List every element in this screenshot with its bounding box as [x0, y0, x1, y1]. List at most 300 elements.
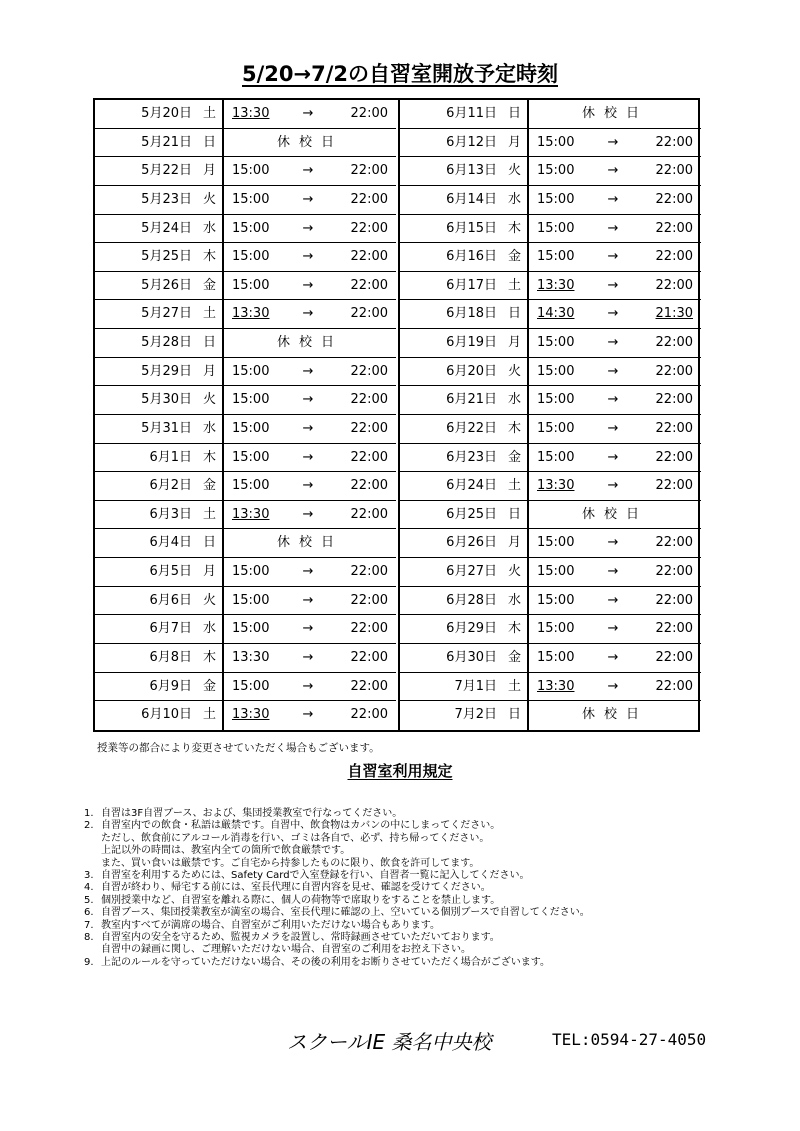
date-cell [95, 615, 224, 643]
arrow-text: → [607, 191, 619, 207]
weekday-text: 水 [507, 392, 521, 408]
arrow-text: → [607, 449, 619, 465]
weekday-text: 月 [507, 535, 521, 551]
date-cell [95, 444, 224, 472]
start-time: 13:30 [232, 306, 270, 322]
weekday-text: 金 [507, 249, 521, 265]
holiday-text: 休校日 [276, 535, 343, 551]
weekday-text: 水 [202, 220, 216, 236]
end-time: 22:00 [655, 420, 693, 436]
rule-number: 1. [84, 808, 94, 819]
end-time: 22:00 [655, 335, 693, 350]
date-cell [400, 329, 529, 357]
table-row [400, 300, 701, 329]
arrow-text: → [302, 506, 314, 522]
table-row [400, 472, 701, 501]
rule-item [84, 858, 590, 870]
rule-text: 上記のルールを守っていただけない場合、その後の利用をお断りさせていただく場合がございます。 [101, 956, 550, 968]
table-row [400, 272, 701, 301]
end-time: 22:00 [655, 191, 693, 207]
weekday-text: 木 [202, 649, 216, 665]
date-text: 5月25日 [141, 249, 192, 265]
start-time: 15:00 [537, 392, 575, 408]
weekday-text: 金 [202, 478, 216, 494]
weekday-text: 木 [202, 249, 216, 265]
arrow-text: → [302, 707, 314, 723]
date-text: 6月4日 [149, 535, 192, 551]
time-cell [224, 329, 396, 357]
end-time: 22:00 [655, 449, 693, 465]
date-text: 6月19日 [446, 335, 497, 350]
date-cell [400, 129, 529, 157]
start-time: 15:00 [537, 564, 575, 579]
table-row [95, 673, 396, 702]
date-cell [95, 501, 224, 529]
date-text: 6月29日 [446, 621, 497, 637]
end-time: 22:00 [350, 306, 388, 322]
weekday-text: 月 [507, 134, 521, 150]
arrow-text: → [607, 306, 619, 322]
start-time: 15:00 [537, 163, 575, 179]
date-text: 5月28日 [141, 335, 192, 350]
rule-item [84, 845, 590, 857]
start-time: 15:00 [232, 392, 270, 408]
weekday-text: 木 [507, 420, 521, 436]
time-cell [529, 644, 701, 672]
rule-item [84, 944, 590, 956]
weekday-text: 土 [202, 707, 216, 723]
end-time: 22:00 [655, 678, 693, 694]
table-row [400, 215, 701, 244]
table-row [95, 529, 396, 558]
start-time: 15:00 [232, 449, 270, 465]
date-text: 7月2日 [454, 707, 497, 723]
date-cell [400, 300, 529, 328]
date-cell [95, 272, 224, 300]
arrow-text: → [302, 564, 314, 579]
rule-text: 自習室内での飲食・私語は厳禁です。自習中、飲食物はカバンの中にしまってください。 [101, 820, 501, 832]
table-row [400, 386, 701, 415]
date-text: 6月21日 [446, 392, 497, 408]
time-cell [224, 129, 396, 157]
arrow-text: → [607, 592, 619, 608]
table-row [400, 501, 701, 530]
table-row [400, 157, 701, 186]
rule-text: ただし、飲食前にアルコール消毒を行い、ゴミは各自で、必ず、持ち帰ってください。 [101, 832, 490, 844]
rule-item [84, 920, 590, 932]
time-cell [529, 157, 701, 185]
weekday-text: 土 [507, 277, 521, 293]
start-time: 15:00 [232, 163, 270, 179]
rule-item [84, 808, 590, 820]
date-cell [400, 243, 529, 271]
holiday-text: 休校日 [581, 707, 648, 723]
date-text: 6月18日 [446, 306, 497, 322]
rule-text: また、買い食いは厳禁です。ご自宅から持参したものに限り、飲食を許可してます。 [101, 857, 480, 869]
start-time: 15:00 [537, 249, 575, 265]
arrow-text: → [607, 535, 619, 551]
start-time: 13:30 [537, 478, 575, 494]
date-text: 6月27日 [446, 564, 497, 579]
arrow-text: → [607, 649, 619, 665]
end-time: 22:00 [350, 249, 388, 265]
time-cell [224, 215, 396, 243]
weekday-text: 火 [507, 363, 521, 379]
date-text: 7月1日 [454, 678, 497, 694]
start-time: 13:30 [232, 707, 270, 723]
weekday-text: 金 [202, 678, 216, 694]
rule-text: 自習は3F自習ブース、および、集団授業教室で行なってください。 [101, 808, 403, 819]
date-cell [95, 100, 224, 128]
date-text: 5月21日 [141, 134, 192, 150]
date-text: 6月7日 [149, 621, 192, 637]
date-text: 6月2日 [149, 478, 192, 494]
table-row [95, 129, 396, 158]
table-row [400, 358, 701, 387]
date-text: 6月9日 [149, 678, 192, 694]
weekday-text: 日 [202, 535, 216, 551]
end-time: 22:00 [655, 649, 693, 665]
weekday-text: 土 [507, 678, 521, 694]
school-name: スクールIE 桑名中央校 [287, 1030, 492, 1054]
arrow-text: → [302, 363, 314, 379]
start-time: 15:00 [537, 535, 575, 551]
date-cell [400, 157, 529, 185]
date-cell [95, 157, 224, 185]
table-row [95, 157, 396, 186]
date-text: 6月24日 [446, 478, 497, 494]
date-cell [400, 272, 529, 300]
rule-item [84, 833, 590, 845]
date-cell [400, 701, 529, 730]
time-cell [224, 587, 396, 615]
table-row [400, 644, 701, 673]
start-time: 15:00 [232, 363, 270, 379]
date-cell [95, 215, 224, 243]
weekday-text: 月 [202, 564, 216, 579]
date-cell [95, 701, 224, 730]
date-cell [400, 358, 529, 386]
table-row [400, 673, 701, 702]
weekday-text: 火 [202, 191, 216, 207]
date-cell [95, 558, 224, 586]
date-text: 5月20日 [141, 106, 192, 121]
date-cell [95, 644, 224, 672]
table-row [400, 415, 701, 444]
date-text: 5月27日 [141, 306, 192, 322]
end-time: 22:00 [655, 564, 693, 579]
arrow-text: → [607, 420, 619, 436]
start-time: 13:30 [232, 506, 270, 522]
arrow-text: → [302, 621, 314, 637]
start-time: 15:00 [537, 134, 575, 150]
date-cell [400, 587, 529, 615]
start-time: 15:00 [537, 649, 575, 665]
start-time: 15:00 [537, 449, 575, 465]
rule-number: 8. [84, 932, 94, 944]
date-cell [400, 100, 529, 128]
start-time: 13:30 [232, 649, 270, 665]
date-text: 6月25日 [446, 506, 497, 522]
time-cell [224, 558, 396, 586]
arrow-text: → [302, 220, 314, 236]
end-time: 22:00 [350, 649, 388, 665]
weekday-text: 水 [507, 191, 521, 207]
schedule-note: 授業等の都合により変更させていただく場合もございます。 [97, 742, 380, 754]
date-text: 5月24日 [141, 220, 192, 236]
rule-number: 9. [84, 956, 94, 968]
table-row [95, 358, 396, 387]
start-time: 15:00 [537, 363, 575, 379]
table-row [400, 329, 701, 358]
time-cell [529, 386, 701, 414]
date-text: 6月8日 [149, 649, 192, 665]
time-cell [224, 529, 396, 557]
weekday-text: 月 [202, 163, 216, 179]
end-time: 22:00 [655, 163, 693, 179]
time-cell [529, 272, 701, 300]
end-time: 22:00 [655, 392, 693, 408]
end-time: 22:00 [350, 478, 388, 494]
table-row [400, 186, 701, 215]
start-time: 15:00 [537, 220, 575, 236]
date-text: 6月15日 [446, 220, 497, 236]
table-row [95, 472, 396, 501]
table-row [95, 701, 396, 730]
weekday-text: 金 [507, 449, 521, 465]
rule-item [84, 895, 590, 907]
arrow-text: → [607, 335, 619, 350]
time-cell [224, 415, 396, 443]
table-row [95, 644, 396, 673]
rule-text: 教室内すべてが満席の場合、自習室がご利用いただけない場合もあります。 [101, 919, 440, 931]
date-cell [400, 615, 529, 643]
time-cell [529, 673, 701, 701]
date-cell [400, 644, 529, 672]
rule-item [84, 882, 590, 894]
weekday-text: 木 [507, 621, 521, 637]
weekday-text: 土 [202, 106, 216, 121]
time-cell [529, 501, 701, 529]
weekday-text: 土 [202, 306, 216, 322]
start-time: 15:00 [232, 621, 270, 637]
date-text: 6月16日 [446, 249, 497, 265]
time-cell [224, 615, 396, 643]
start-time: 15:00 [537, 191, 575, 207]
weekday-text: 日 [507, 106, 521, 121]
date-cell [400, 529, 529, 557]
table-row [400, 558, 701, 587]
rule-text: 上記以外の時間は、教室内全ての箇所で飲食厳禁です。 [101, 845, 351, 857]
start-time: 15:00 [537, 335, 575, 350]
table-row [400, 100, 701, 129]
date-cell [95, 186, 224, 214]
date-text: 6月22日 [446, 420, 497, 436]
weekday-text: 土 [202, 506, 216, 522]
date-text: 6月1日 [149, 449, 192, 465]
end-time: 22:00 [655, 220, 693, 236]
rule-text: 自習中の録画に関し、ご理解いただけない場合、自習室のご利用をお控え下さい。 [101, 944, 471, 956]
date-text: 6月17日 [446, 277, 497, 293]
time-cell [529, 558, 701, 586]
date-text: 6月14日 [446, 191, 497, 207]
rule-item [84, 870, 590, 882]
date-cell [400, 558, 529, 586]
weekday-text: 火 [507, 564, 521, 579]
date-text: 5月29日 [141, 363, 192, 379]
weekday-text: 土 [507, 478, 521, 494]
arrow-text: → [607, 564, 619, 579]
time-cell [224, 272, 396, 300]
rule-text: 自習室を利用するためには、Safety Cardで入室登録を行い、自習者一覧に記入してください。 [101, 870, 530, 882]
start-time: 15:00 [232, 249, 270, 265]
table-row [95, 386, 396, 415]
end-time: 22:00 [655, 134, 693, 150]
weekday-text: 火 [507, 163, 521, 179]
table-row [95, 100, 396, 129]
time-cell [224, 157, 396, 185]
end-time: 22:00 [350, 392, 388, 408]
arrow-text: → [607, 134, 619, 150]
arrow-text: → [607, 678, 619, 694]
rule-item [84, 907, 590, 919]
arrow-text: → [607, 249, 619, 265]
rule-number: 4. [84, 882, 94, 894]
date-cell [95, 673, 224, 701]
time-cell [529, 701, 701, 730]
table-row [400, 615, 701, 644]
end-time: 22:00 [655, 277, 693, 293]
rule-number: 3. [84, 870, 94, 882]
date-text: 5月22日 [141, 163, 192, 179]
end-time: 22:00 [655, 592, 693, 608]
time-cell [224, 501, 396, 529]
start-time: 15:00 [232, 678, 270, 694]
date-text: 6月26日 [446, 535, 497, 551]
date-cell [400, 472, 529, 500]
date-cell [95, 587, 224, 615]
date-cell [400, 673, 529, 701]
date-text: 6月3日 [149, 506, 192, 522]
date-cell [95, 129, 224, 157]
end-time: 22:00 [350, 564, 388, 579]
end-time: 22:00 [350, 163, 388, 179]
date-text: 6月11日 [446, 106, 497, 121]
time-cell [224, 186, 396, 214]
arrow-text: → [607, 363, 619, 379]
arrow-text: → [302, 249, 314, 265]
holiday-text: 休校日 [581, 506, 648, 522]
time-cell [529, 329, 701, 357]
time-cell [224, 444, 396, 472]
arrow-text: → [607, 220, 619, 236]
start-time: 15:00 [232, 478, 270, 494]
time-cell [224, 386, 396, 414]
table-row [95, 215, 396, 244]
time-cell [224, 673, 396, 701]
start-time: 13:30 [537, 277, 575, 293]
start-time: 15:00 [232, 220, 270, 236]
end-time: 22:00 [350, 506, 388, 522]
table-row [400, 701, 701, 730]
table-row [95, 186, 396, 215]
table-row [95, 272, 396, 301]
date-text: 5月31日 [141, 420, 192, 436]
weekday-text: 水 [202, 621, 216, 637]
time-cell [529, 186, 701, 214]
date-text: 5月30日 [141, 392, 192, 408]
end-time: 22:00 [655, 249, 693, 265]
holiday-text: 休校日 [276, 335, 343, 350]
time-cell [529, 100, 701, 128]
weekday-text: 日 [202, 134, 216, 150]
arrow-text: → [302, 678, 314, 694]
table-row [95, 444, 396, 473]
arrow-text: → [302, 449, 314, 465]
arrow-text: → [302, 592, 314, 608]
start-time: 14:30 [537, 306, 575, 322]
rule-text: 自習室内の安全を守るため、監視カメラを設置し、常時録画させていただいております。 [101, 932, 500, 944]
arrow-text: → [302, 392, 314, 408]
date-text: 6月13日 [446, 163, 497, 179]
date-cell [95, 300, 224, 328]
end-time: 22:00 [350, 363, 388, 379]
table-row [95, 329, 396, 358]
rules-title: 自習室利用規定 [347, 762, 453, 780]
end-time: 22:00 [655, 363, 693, 379]
weekday-text: 日 [507, 306, 521, 322]
rule-number: 2. [84, 820, 94, 832]
table-row [95, 558, 396, 587]
end-time: 22:00 [350, 106, 388, 121]
time-cell [529, 587, 701, 615]
holiday-text: 休校日 [276, 134, 343, 150]
time-cell [529, 358, 701, 386]
end-time: 22:00 [350, 678, 388, 694]
date-text: 6月6日 [149, 592, 192, 608]
time-cell [529, 472, 701, 500]
rule-text: 個別授業中など、自習室を離れる際に、個人の荷物等で席取りをすることを禁止します。 [101, 894, 501, 906]
weekday-text: 木 [202, 449, 216, 465]
time-cell [224, 243, 396, 271]
start-time: 15:00 [232, 277, 270, 293]
weekday-text: 金 [202, 277, 216, 293]
holiday-text: 休校日 [581, 106, 648, 121]
table-row [400, 444, 701, 473]
table-row [400, 587, 701, 616]
table-row [400, 243, 701, 272]
start-time: 15:00 [537, 592, 575, 608]
time-cell [224, 358, 396, 386]
start-time: 13:30 [232, 106, 270, 121]
time-cell [529, 415, 701, 443]
weekday-text: 水 [202, 420, 216, 436]
start-time: 15:00 [537, 420, 575, 436]
time-cell [529, 615, 701, 643]
rule-item [84, 957, 590, 969]
end-time: 22:00 [350, 220, 388, 236]
arrow-text: → [302, 191, 314, 207]
date-cell [95, 243, 224, 271]
time-cell [529, 243, 701, 271]
rule-number: 5. [84, 894, 94, 906]
date-cell [95, 529, 224, 557]
time-cell [224, 300, 396, 328]
date-text: 6月28日 [446, 592, 497, 608]
weekday-text: 水 [507, 592, 521, 608]
end-time: 22:00 [655, 621, 693, 637]
weekday-text: 木 [507, 220, 521, 236]
